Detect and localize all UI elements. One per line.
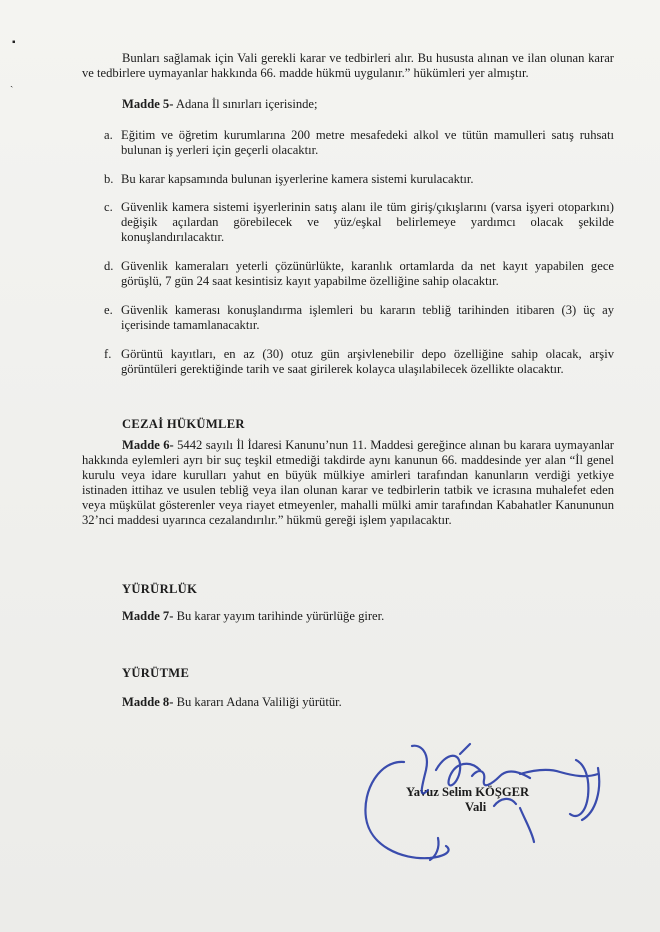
signature-stroke (430, 838, 439, 860)
item-letter: c. (104, 200, 113, 214)
list-item: Eğitim ve öğretim kurumlarına 200 metre mesafedeki alkol ve tütün mamulleri satış ruhsatı bulunan iş yerleri için geçerli olacaktır. (121, 128, 614, 157)
signatory-name: Yavuz Selim KÖŞGER (406, 785, 530, 799)
madde-7-label: Madde 7- (122, 609, 174, 623)
signatory-title: Vali (465, 800, 487, 814)
madde-8-label: Madde 8- (122, 695, 174, 709)
item-letter: d. (104, 259, 114, 273)
madde-5-text: Adana İl sınırları içerisinde; (173, 97, 318, 111)
madde-6-text: 5442 sayılı İl İdaresi Kanunu’nun 11. Maddesi gereğince alınan bu karara uymayanlar hakkında eylemleri ayrı bir suç teşkil etmediği takdirde aynı kanunun 66. maddesinde yer alan “İl genel kurulu veya idare kurulları yahut en büyük mülkiye amirleri tarafından kanunların verdiği yetkiye istinaden ittihaz ve usulen tebliğ veya ilan olunan karar ve tedbirlerin tatbik ve icrasına muhalefet eden veya müşkülat gösterenler veya riayet etmeyenler, mahalli mülki amir tarafından Kabahatler Kanununun 32’nci maddesi uyarınca cezalandırılır.” hükmü gereği işlem yapılacaktır. (82, 438, 614, 527)
item-letter: e. (104, 303, 113, 317)
madde-6-paragraph (82, 438, 614, 528)
madde-5-label: Madde 5- (122, 97, 174, 111)
list-item: Güvenlik kamera sistemi işyerlerinin satış alanı ile tüm giriş/çıkışlarını (varsa işyeri otoparkını) değişik açılardan görebilecek ve yüz/eşkal belirlemeye yardımcı olacak şekilde konuşlandırılacaktır. (121, 200, 614, 244)
list-item: Güvenlik kamerası konuşlandırma işlemleri bu kararın tebliğ tarihinden itibaren (3) üç ay içerisinde tamamlanacaktır. (121, 303, 614, 332)
signature-stroke (472, 771, 530, 785)
signature-stroke (365, 762, 448, 858)
list-item: Bu karar kapsamında bulunan işyerlerine kamera sistemi kurulacaktır. (121, 172, 474, 186)
signature-stroke (436, 756, 480, 786)
punch-hole-mark: ˎ (10, 77, 14, 88)
intro-paragraph (82, 51, 614, 81)
signature-stroke (460, 744, 470, 754)
item-letter: f. (104, 347, 112, 361)
cezai-hukumler-heading: CEZAİ HÜKÜMLER (122, 417, 245, 431)
yururluk-heading: YÜRÜRLÜK (122, 582, 198, 596)
intro-line-1: Bunları sağlamak için Vali gerekli karar ve tedbirleri alır. Bu hususta alınan ve ilan olunan (122, 51, 585, 65)
punch-hole-mark: ▪ (12, 37, 16, 48)
madde-7-text: Bu karar yayım tarihinde yürürlüğe girer. (173, 609, 385, 623)
signature-stroke (582, 768, 599, 820)
yurutme-heading: YÜRÜTME (122, 666, 190, 680)
madde-8-title (122, 695, 342, 710)
list-item: Görüntü kayıtları, en az (30) otuz gün arşivlenebilir depo özelliğine sahip olacak, arşiv görüntüleri gerektiğinde tarih ve saat girilerek kolayca ulaşılabilecek özellikte olacaktır. (121, 347, 614, 376)
madde-5-title (122, 97, 318, 112)
list-item: Güvenlik kameraları yeterli çözünürlükte, karanlık ortamlarda da net kayıt yapabilen gece görüşlü, 7 gün 24 saat kesintisiz kayıt yapabilme özelliğine sahip olacaktır. (121, 259, 614, 288)
madde-6-label: Madde 6- (122, 438, 174, 452)
madde-7-title (122, 609, 384, 624)
signature-stroke (520, 770, 598, 776)
signature-stroke (570, 760, 588, 816)
item-letter: b. (104, 172, 114, 186)
item-letter: a. (104, 128, 113, 142)
madde-8-text: Bu kararı Adana Valiliği yürütür. (173, 695, 342, 709)
intro-line-2: karar ve tedbirlere uymayanlar hakkında 66. madde hükmü uygulanır.” hükümleri yer almıştır. (82, 51, 614, 80)
signature-stroke (520, 808, 534, 842)
